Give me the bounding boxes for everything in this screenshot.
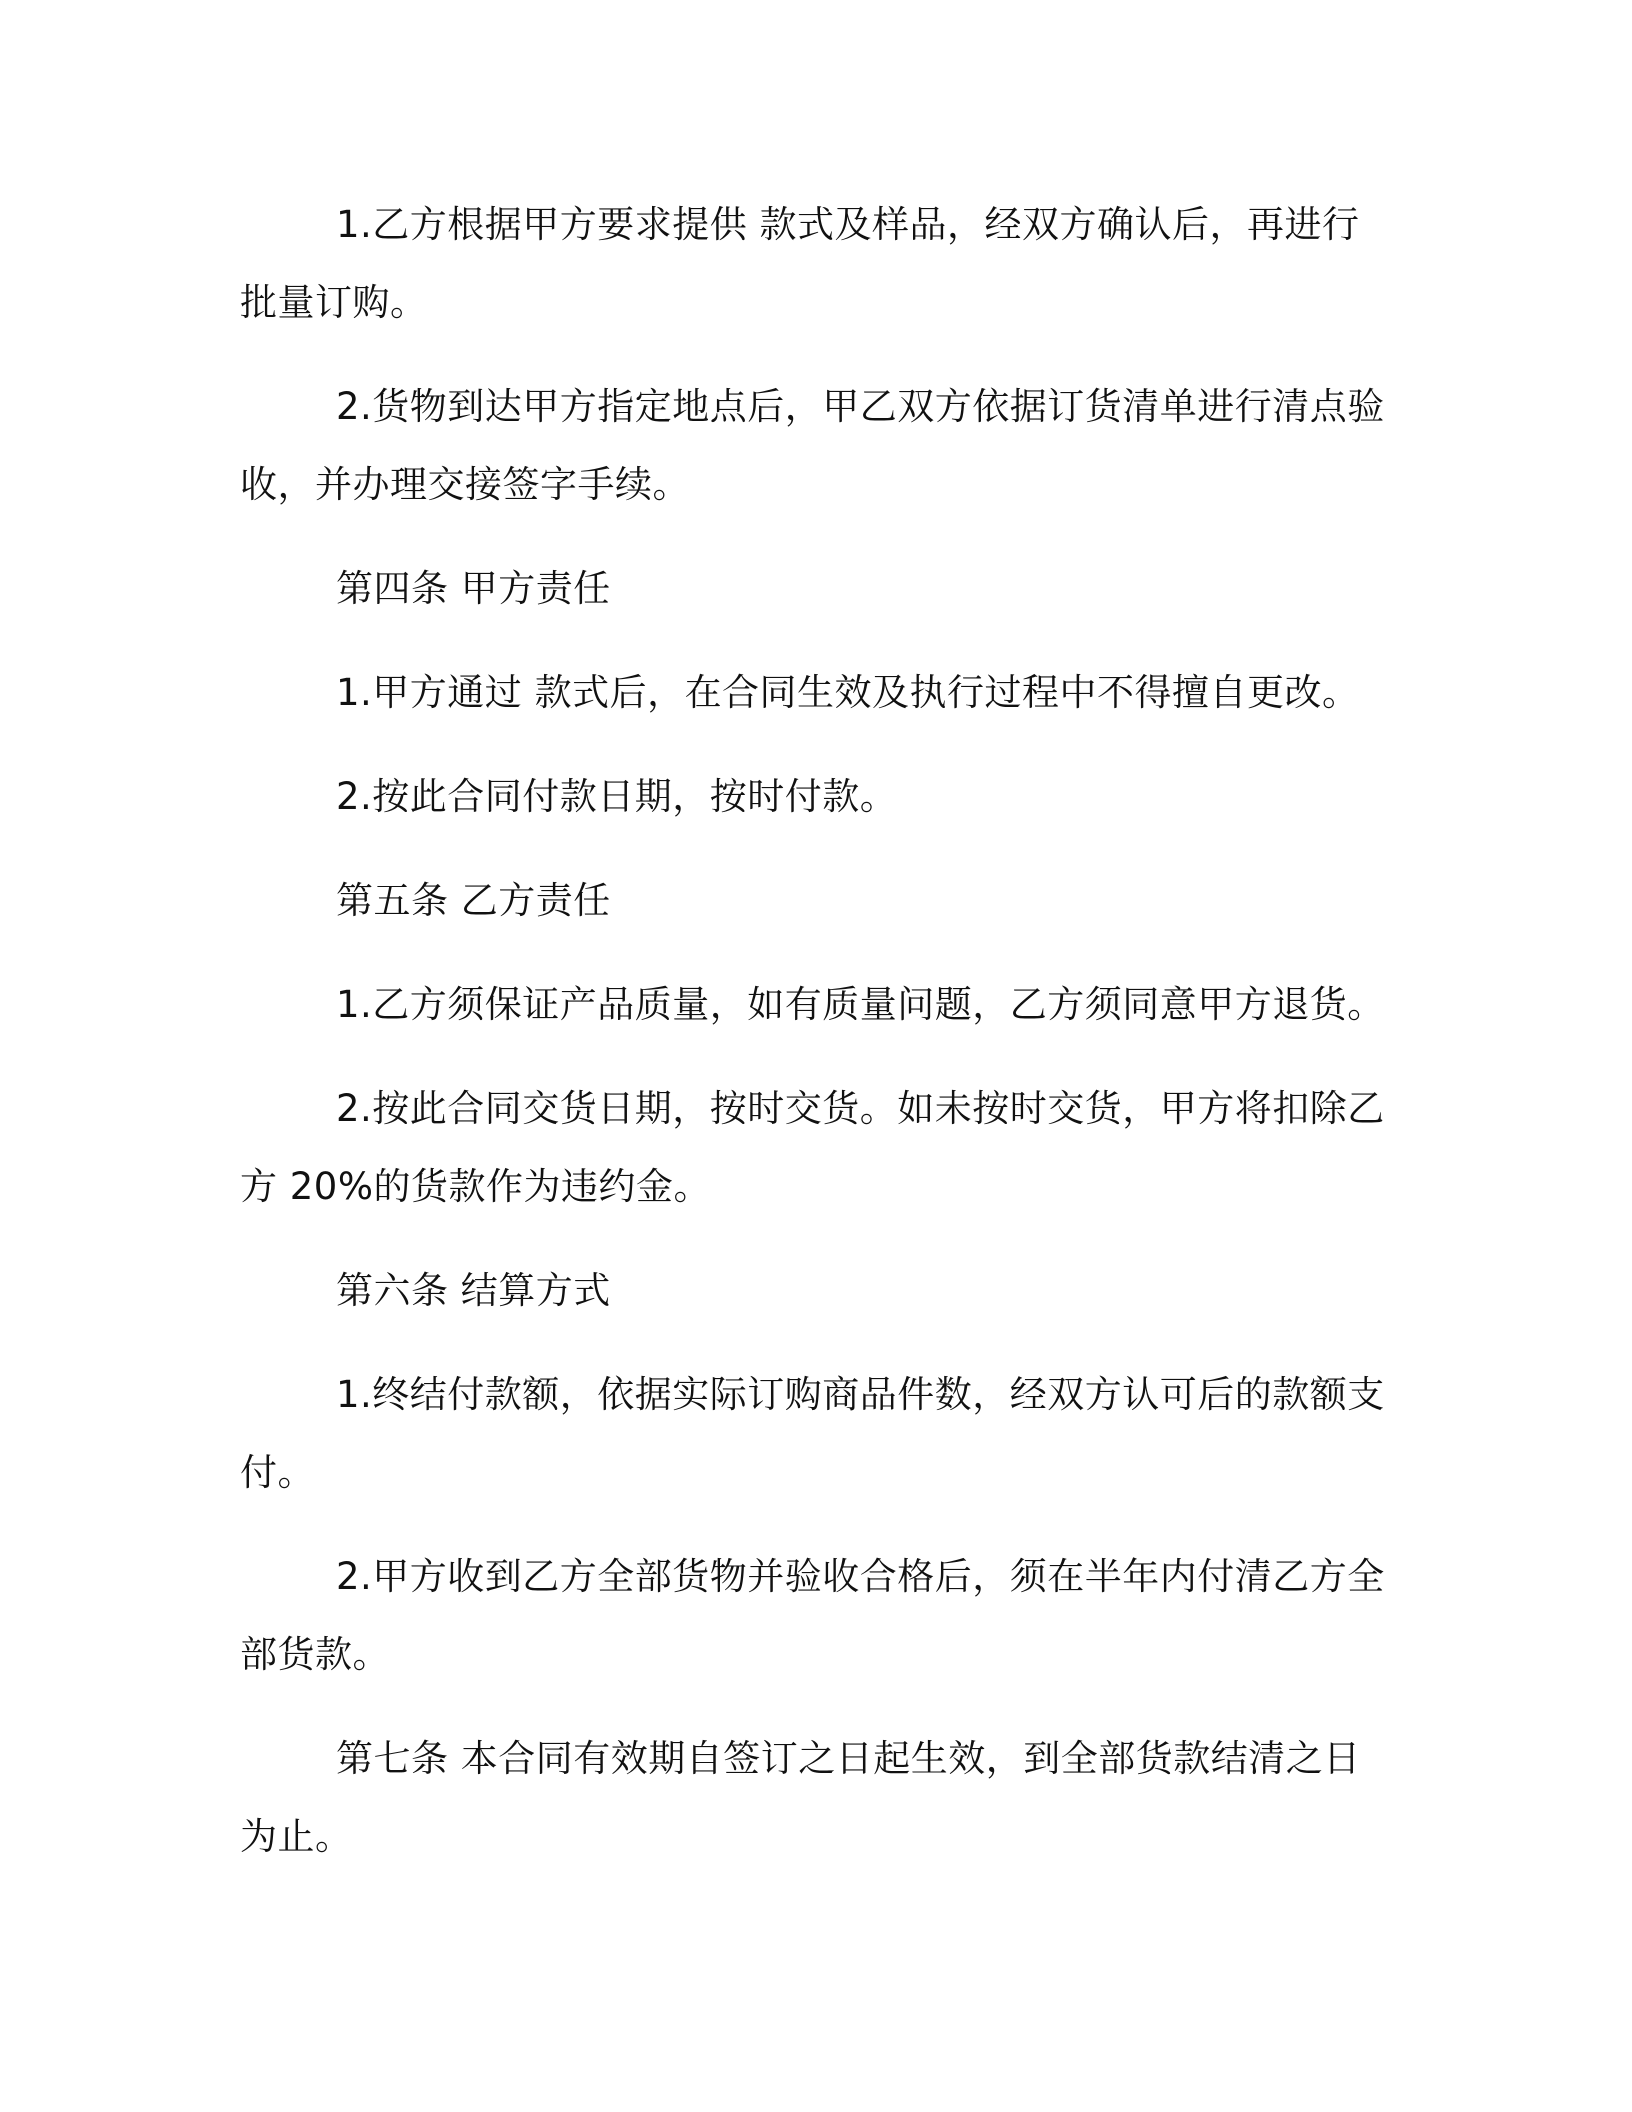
article-5-heading: 第五条 乙方责任 <box>336 879 611 922</box>
article-6-heading: 第六条 结算方式 <box>336 1269 611 1312</box>
clause-4-1: 1.甲方通过 款式后，在合同生效及执行过程中不得擅自更改。 <box>336 671 1360 714</box>
article-4-heading: 第四条 甲方责任 <box>336 567 611 610</box>
clause-3-2: 2.货物到达甲方指定地点后，甲乙双方依据订货清单进行清点验收，并办理交接签字手续。 <box>240 385 1385 506</box>
clause-6-1: 1.终结付款额，依据实际订购商品件数，经双方认可后的款额支付。 <box>240 1373 1385 1494</box>
clause-4-2: 2.按此合同付款日期，按时付款。 <box>336 775 898 818</box>
clause-5-1: 1.乙方须保证产品质量，如有质量问题，乙方须同意甲方退货。 <box>336 983 1385 1026</box>
clause-5-2: 2.按此合同交货日期，按时交货。如未按时交货，甲方将扣除乙方 20%的货款作为违约金。 <box>240 1087 1385 1208</box>
clause-3-1: 1.乙方根据甲方要求提供 款式及样品，经双方确认后，再进行批量订购。 <box>240 203 1360 324</box>
document-body <box>240 186 1390 1902</box>
clause-6-2: 2.甲方收到乙方全部货物并验收合格后，须在半年内付清乙方全部货款。 <box>240 1555 1385 1676</box>
article-7-text: 第七条 本合同有效期自签订之日起生效，到全部货款结清之日为止。 <box>240 1737 1361 1858</box>
